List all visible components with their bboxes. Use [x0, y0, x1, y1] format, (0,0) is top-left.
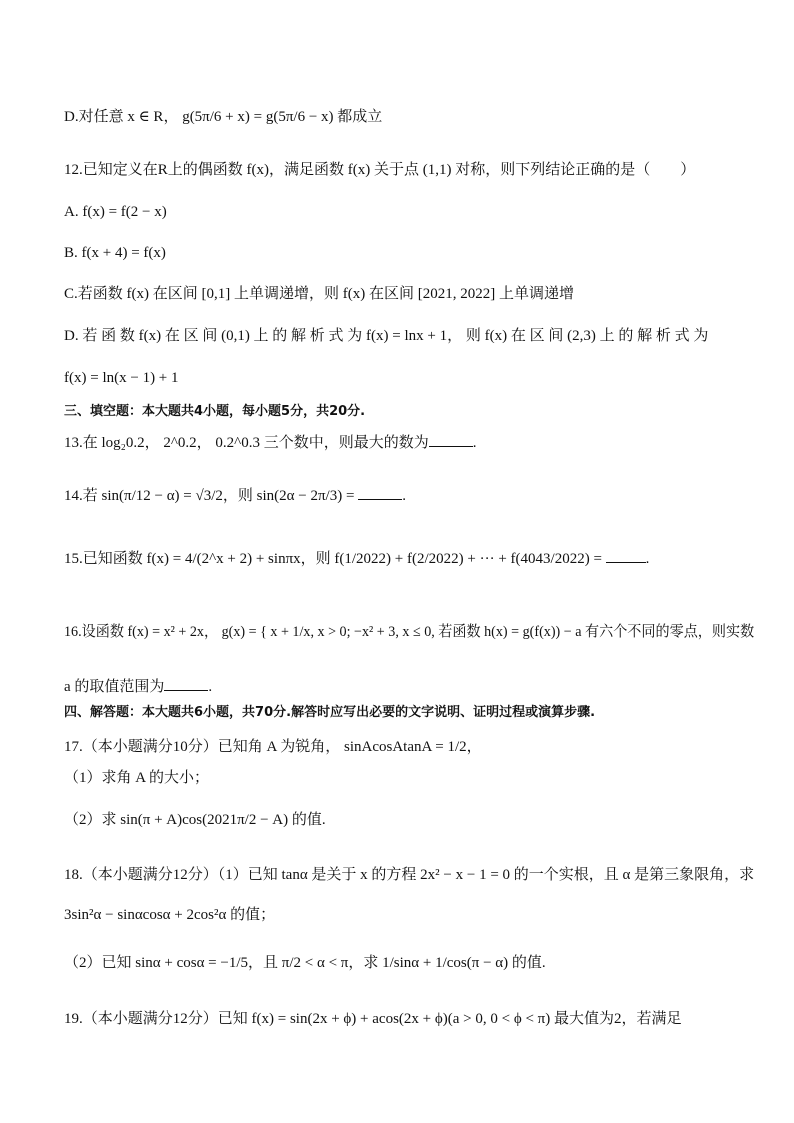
problem-12-option-b: B. f(x + 4) = f(x)	[64, 245, 166, 261]
problem-17-part-2: （2）求 sin(π + A)cos(2021π/2 − A) 的值.	[64, 812, 326, 828]
answer-blank	[358, 497, 402, 500]
problem-16-continued: a 的取值范围为 .	[64, 679, 213, 695]
problem-13-text: 13.在 log₂0.2， 2^0.2， 0.2^0.3 三个数中，则最大的数为	[64, 435, 429, 451]
problem-18-part-2: （2）已知 sinα + cosα = −1/5，且 π/2 < α < π，求 1/sinα + 1/cos(π − α) 的值.	[64, 955, 546, 971]
problem-12-option-c: C.若函数 f(x) 在区间 [0,1] 上单调递增，则 f(x) 在区间 [2021, 2022] 上单调递增	[64, 286, 574, 302]
problem-19: 19.（本小题满分12分）已知 f(x) = sin(2x + ϕ) + acos(2x + ϕ)(a > 0, 0 < ϕ < π) 最大值为2，若满足	[64, 1011, 682, 1027]
problem-13: 13.在 log₂0.2， 2^0.2， 0.2^0.3 三个数中，则最大的数为 .	[64, 435, 477, 451]
problem-17-part-1: （1）求角 A 的大小；	[64, 770, 210, 786]
section-3-heading: 三、填空题：本大题共4小题，每小题5分，共20分.	[64, 404, 366, 419]
problem-17: 17.（本小题满分10分）已知角 A 为锐角， sinAcosAtanA = 1/2，	[64, 739, 482, 755]
problem-14-text: 14.若 sin(π/12 − α) = √3/2，则 sin(2α − 2π/3) =	[64, 488, 355, 504]
problem-15-text: 15.已知函数 f(x) = 4/(2^x + 2) + sinπx，则 f(1/2022) + f(2/2022) + ··· + f(4043/2022) =	[64, 551, 602, 567]
answer-blank	[164, 688, 208, 691]
problem-12-option-d: D. 若 函 数 f(x) 在 区 间 (0,1) 上 的 解 析 式 为 f(x) = lnx + 1， 则 f(x) 在 区 间 (2,3) 上 的 解 析 式 为	[64, 328, 709, 344]
section-4-heading: 四、解答题：本大题共6小题，共70分.解答时应写出必要的文字说明、证明过程或演算步骤.	[64, 705, 596, 720]
answer-blank	[606, 560, 646, 563]
problem-16-continued-text: a 的取值范围为	[64, 679, 165, 695]
answer-blank	[429, 444, 473, 447]
problem-11-option-d: D.对任意 x ∈ R， g(5π/6 + x) = g(5π/6 − x) 都成立	[64, 109, 383, 125]
problem-12: 12.已知定义在R上的偶函数 f(x)，满足函数 f(x) 关于点 (1,1) 对称，则下列结论正确的是（ ）	[64, 162, 696, 178]
problem-18: 18.（本小题满分12分）（1）已知 tanα 是关于 x 的方程 2x² − x − 1 = 0 的一个实根，且 α 是第三象限角，求	[64, 867, 755, 883]
problem-14: 14.若 sin(π/12 − α) = √3/2，则 sin(2α − 2π/3) = .	[64, 488, 406, 504]
problem-12-option-d-continued: f(x) = ln(x − 1) + 1	[64, 370, 179, 386]
problem-16: 16.设函数 f(x) = x² + 2x， g(x) = { x + 1/x, x > 0; −x² + 3, x ≤ 0, 若函数 h(x) = g(f(x)) − a 有六个不同的零点，则实数	[64, 624, 755, 640]
problem-12-option-a: A. f(x) = f(2 − x)	[64, 204, 167, 220]
problem-15: 15.已知函数 f(x) = 4/(2^x + 2) + sinπx，则 f(1/2022) + f(2/2022) + ··· + f(4043/2022) = .	[64, 551, 650, 567]
problem-18-continued: 3sin²α − sinαcosα + 2cos²α 的值；	[64, 907, 276, 923]
